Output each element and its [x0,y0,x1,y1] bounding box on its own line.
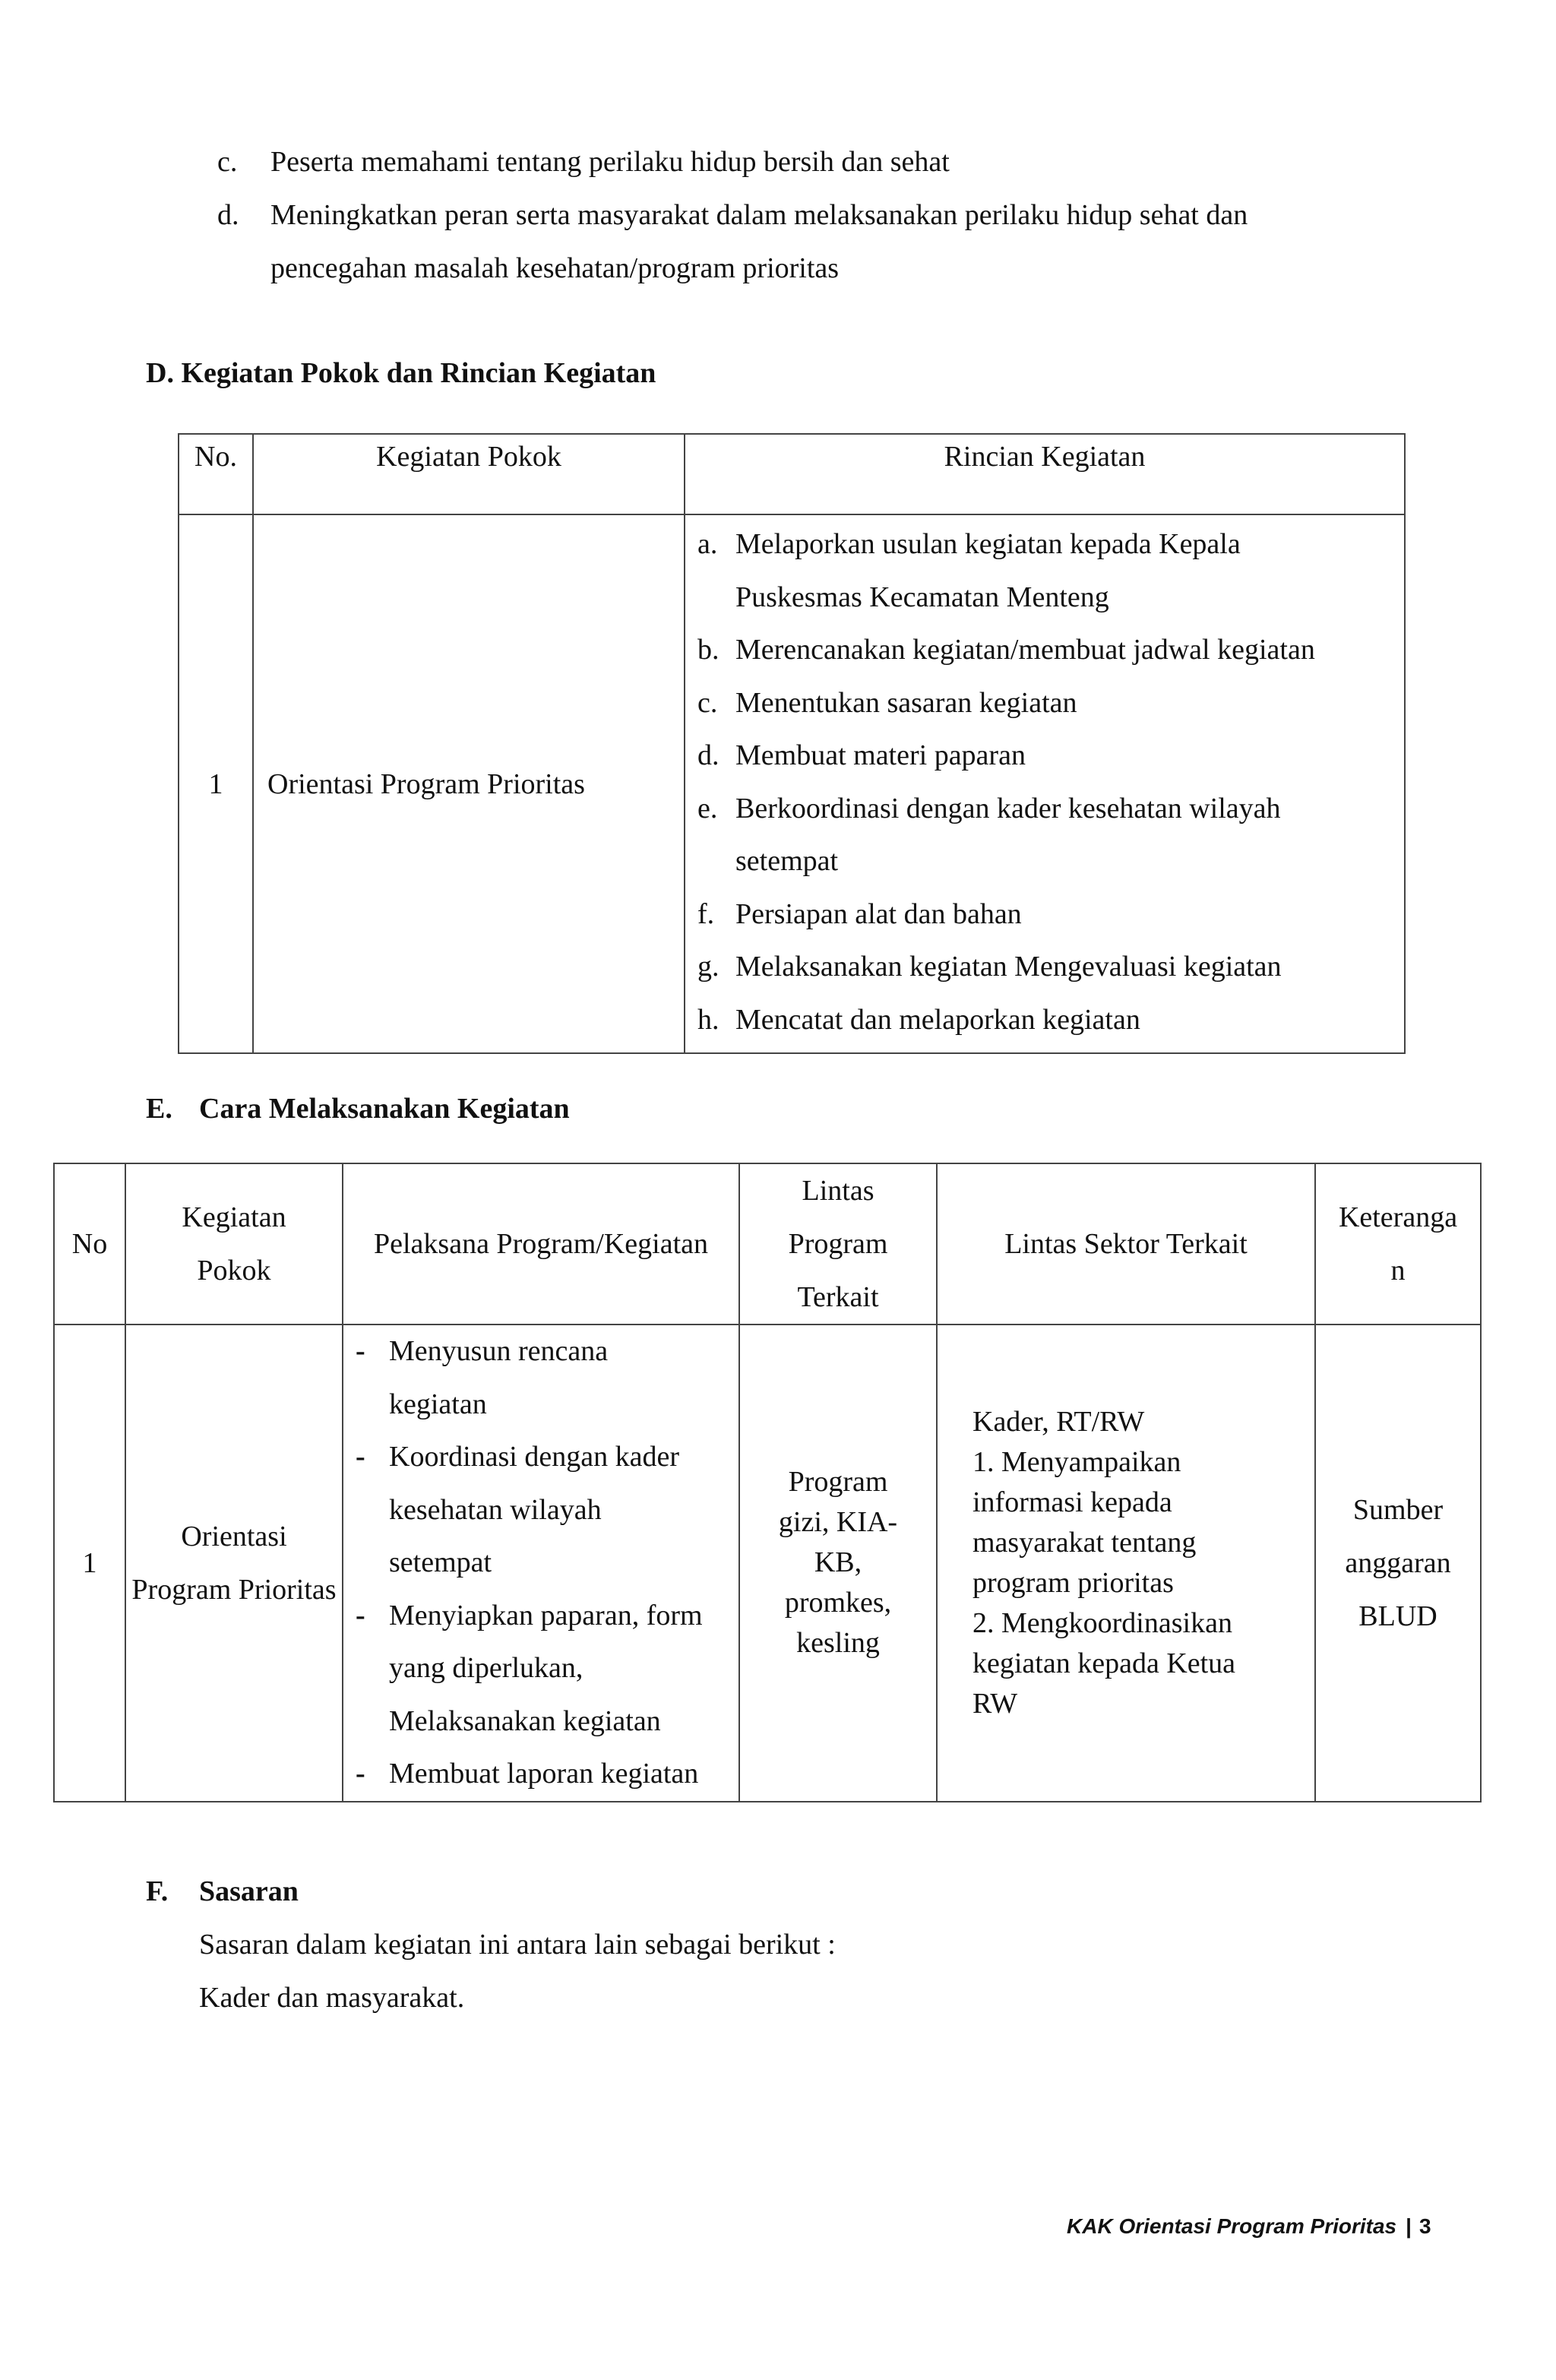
header-kegiatan-pokok [125,1163,343,1325]
header-kegiatan-line: Kegiatan [182,1201,286,1233]
rincian-letter: f. [697,897,715,930]
header-keterangan [1315,1163,1481,1325]
page-number: 3 [1418,2214,1431,2238]
lintas-sektor-line: 1. Menyampaikan [972,1445,1181,1478]
header-keterangan-line: Keteranga [1338,1201,1458,1233]
pelaksana-text: Melaksanakan kegiatan [389,1704,661,1737]
rincian-text: Berkoordinasi dengan kader kesehatan wilayah [735,792,1281,824]
keterangan-line: anggaran [1345,1546,1451,1579]
bullet-dash [356,1484,389,1537]
bullet-dash: - [356,1758,365,1790]
lintas-program-line: kesling [796,1627,880,1660]
rincian-text: Membuat materi paparan [735,739,1026,771]
footer-separator: | [1406,2214,1412,2238]
rincian-text: Merencanakan kegiatan/membuat jadwal kegiatan [735,634,1315,666]
intro-item-c-letter: c. [217,146,238,178]
cell-lintas-program [739,1325,937,1802]
lintas-sektor-line: masyarakat tentang [972,1526,1197,1559]
section-e-letter: E. [146,1093,172,1125]
list-item [356,1325,738,1378]
lintas-sektor-line: Kader, RT/RW [972,1405,1145,1438]
bullet-dash [356,1537,389,1590]
list-item [356,1748,738,1801]
rincian-letter: g. [697,951,719,983]
pelaksana-text: kesehatan wilayah [389,1493,602,1526]
section-f-letter: F. [146,1875,169,1907]
cell-kegiatan-pokok: Orientasi Program Prioritas [253,514,685,1053]
cell-pelaksana [343,1325,739,1802]
list-item [697,835,1404,888]
kegiatan-line: Program Prioritas [131,1573,337,1606]
section-f-paragraph-line2: Kader dan masyarakat. [199,1982,465,2014]
section-e-heading: Cara Melaksanakan Kegiatan [199,1093,570,1125]
list-item [697,994,1404,1047]
pelaksana-text: kegiatan [389,1388,487,1420]
lintas-program-line: gizi, KIA- [778,1506,898,1539]
section-f-paragraph-line1: Sasaran dalam kegiatan ini antara lain sebagai berikut : [199,1929,836,1961]
cara-melaksanakan-table [53,1163,1482,1802]
header-keterangan-line: n [1390,1255,1406,1287]
list-item [356,1431,738,1484]
bullet-dash: - [356,1335,365,1367]
bullet-dash [356,1695,389,1749]
kegiatan-pokok-table [178,433,1406,1054]
list-item [356,1484,738,1537]
list-item [697,941,1404,994]
list-item [697,888,1404,942]
rincian-letter [697,571,735,625]
list-item [697,518,1404,571]
page-footer [1067,2214,1431,2239]
pelaksana-text: Menyusun rencana [389,1335,609,1367]
section-d-heading: D. Kegiatan Pokok dan Rincian Kegiatan [146,357,656,389]
rincian-text: Persiapan alat dan bahan [735,897,1022,930]
kegiatan-line: Orientasi [181,1520,287,1552]
intro-item-d-letter: d. [217,199,239,231]
table-header-row [179,434,1405,514]
header-kegiatan-pokok: Kegiatan Pokok [253,434,685,514]
keterangan-line: BLUD [1358,1600,1437,1632]
bullet-dash: - [356,1599,365,1632]
list-item [356,1537,738,1590]
table-header-row [54,1163,1481,1325]
lintas-sektor-line: 2. Mengkoordinasikan [972,1606,1232,1639]
rincian-text: Melaksanakan kegiatan Mengevaluasi kegiatan [735,951,1282,983]
rincian-text: Mencatat dan melaporkan kegiatan [735,1003,1140,1036]
rincian-letter [697,835,735,888]
cell-lintas-sektor [937,1325,1315,1802]
cell-keterangan [1315,1325,1481,1802]
intro-item-d-text-line1: Meningkatkan peran serta masyarakat dalam melaksanakan perilaku hidup sehat dan [270,199,1248,231]
keterangan-line: Sumber [1352,1493,1444,1526]
list-item [356,1590,738,1643]
pelaksana-text: setempat [389,1546,492,1578]
rincian-letter: b. [697,634,719,666]
table-row [54,1325,1481,1802]
list-item [697,624,1404,677]
rincian-letter: a. [697,528,718,560]
list-item [697,677,1404,730]
footer-title: KAK Orientasi Program Prioritas [1067,2214,1397,2238]
list-item [356,1378,738,1432]
lintas-sektor-line: RW [972,1687,1018,1720]
cell-rincian-kegiatan [685,514,1405,1053]
rincian-text: Puskesmas Kecamatan Menteng [735,581,1109,613]
list-item [697,730,1404,783]
list-item [697,571,1404,625]
rincian-letter: c. [697,686,718,719]
header-lintas-program-line: Terkait [797,1281,879,1313]
pelaksana-text: Koordinasi dengan kader [389,1441,679,1473]
table-row [179,514,1405,1053]
bullet-dash: - [356,1441,365,1473]
header-kegiatan-line: Pokok [197,1255,271,1287]
header-lintas-program-line: Program [788,1228,888,1260]
header-lintas-program-line: Lintas [802,1175,874,1207]
lintas-sektor-line: informasi kepada [972,1486,1172,1518]
rincian-letter: d. [697,739,719,771]
list-item [356,1695,738,1749]
pelaksana-text: Menyiapkan paparan, form [389,1599,703,1632]
lintas-program-line: KB, [814,1546,862,1579]
header-rincian-kegiatan: Rincian Kegiatan [685,434,1405,514]
pelaksana-text: Membuat laporan kegiatan [389,1758,699,1790]
rincian-text: Melaporkan usulan kegiatan kepada Kepala [735,528,1241,560]
rincian-text: setempat [735,845,839,877]
lintas-program-line: promkes, [784,1587,892,1619]
intro-item-d-text-line2: pencegahan masalah kesehatan/program prioritas [270,252,840,284]
header-no: No [54,1163,125,1325]
lintas-sektor-line: kegiatan kepada Ketua [972,1647,1236,1679]
rincian-letter: e. [697,792,718,824]
list-item [697,783,1404,836]
rincian-text: Menentukan sasaran kegiatan [735,686,1077,719]
lintas-sektor-line: program prioritas [972,1566,1174,1599]
cell-no: 1 [54,1325,125,1802]
list-item [356,1642,738,1695]
cell-kegiatan-pokok [125,1325,343,1802]
bullet-dash [356,1642,389,1695]
header-pelaksana: Pelaksana Program/Kegiatan [343,1163,739,1325]
header-no: No. [179,434,253,514]
header-lintas-program [739,1163,937,1325]
lintas-program-line: Program [788,1466,888,1499]
header-lintas-sektor: Lintas Sektor Terkait [937,1163,1315,1325]
section-f-heading: Sasaran [199,1875,299,1907]
bullet-dash [356,1378,389,1432]
intro-item-c-text: Peserta memahami tentang perilaku hidup bersih dan sehat [270,146,950,178]
pelaksana-text: yang diperlukan, [389,1652,584,1684]
rincian-letter: h. [697,1003,719,1036]
cell-no: 1 [179,514,253,1053]
